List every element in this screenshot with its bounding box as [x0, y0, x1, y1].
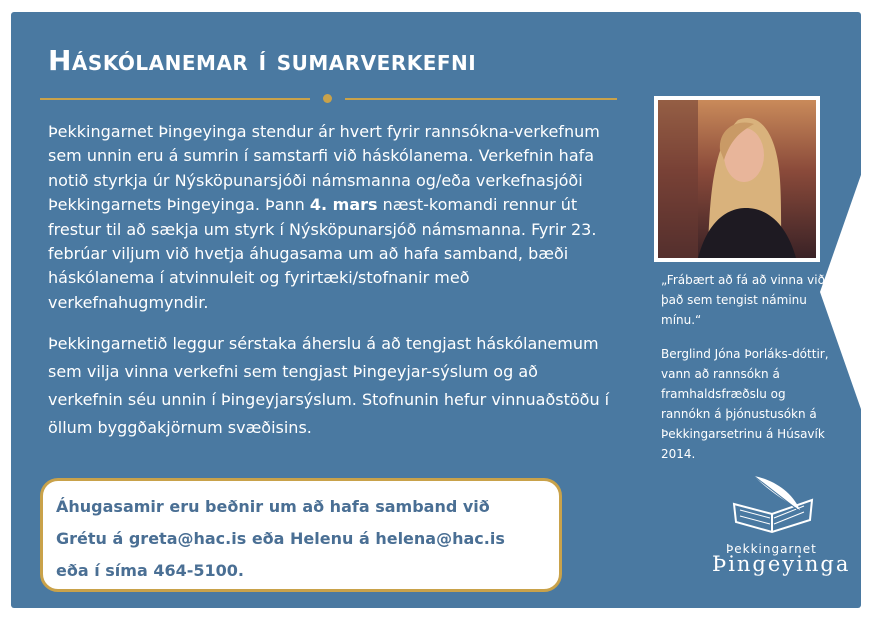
deadline-date: 4. mars — [309, 195, 378, 215]
title-divider-right — [345, 98, 617, 100]
focus-paragraph: Þekkingarnetið leggur sérstaka áherslu á að tengjast háskólanemum sem vilja vinna verkefni sem tengjast Þingeyjar-sýslum og að verkefnin séu unnin í Þingeyjarsýslum. Stofnunin hefur vinnuaðstöðu í öllum byggðakjörnum svæðisins. — [48, 334, 610, 437]
photo-caption: Berglind Jóna Þorláks-dóttir, vann að rannsókn á framhaldsfræðslu og rannókn á þjónustusókn á Þekkingarsetrinu á Húsavík 2014. — [661, 347, 829, 461]
intro-paragraph — [48, 120, 616, 315]
book-feather-icon — [714, 470, 834, 540]
intro-text-end: næst-komandi rennur út frestur til að sækja um styrk í Nýsköpunarsjóð námsmanna. Fyrir 23. febrúar viljum við hvetja áhugasama um að hafa samband, bæði háskólanema í atvinnuleit og fyrirtæki/stofnanir með verkefnahugmyndir. — [48, 195, 597, 312]
contact-line-1: Áhugasamir eru beðnir um að hafa samband við — [56, 497, 490, 516]
logo-text-small: Þekkingarnet — [726, 542, 817, 556]
title-divider-dot — [323, 94, 332, 103]
student-photo — [654, 96, 820, 262]
intro-text-start: Þekkingarnet Þingeyinga stendur ár hvert fyrir rannsókna-verkefnum sem unnin eru á sumrin í samstarfi við háskólanema. Verkefnin hafa notið styrkja úr Nýsköpunarsjóði námsmanna og/eða verkefnasjóði Þekkingarnets Þingeyinga. Þann — [48, 122, 600, 215]
contact-box — [40, 478, 562, 592]
portrait-image — [658, 100, 816, 258]
logo-text-big: Þingeyinga — [712, 552, 851, 576]
title-divider-left — [40, 98, 310, 100]
page-title: Háskólanemar í sumarverkefni — [48, 44, 477, 77]
student-quote: „Frábært að fá að vinna við það sem tengist náminu mínu.“ — [661, 273, 825, 327]
contact-line-3: eða í síma 464-5100. — [56, 561, 244, 580]
contact-line-2: Grétu á greta@hac.is eða Helenu á helena@hac.is — [56, 529, 505, 548]
